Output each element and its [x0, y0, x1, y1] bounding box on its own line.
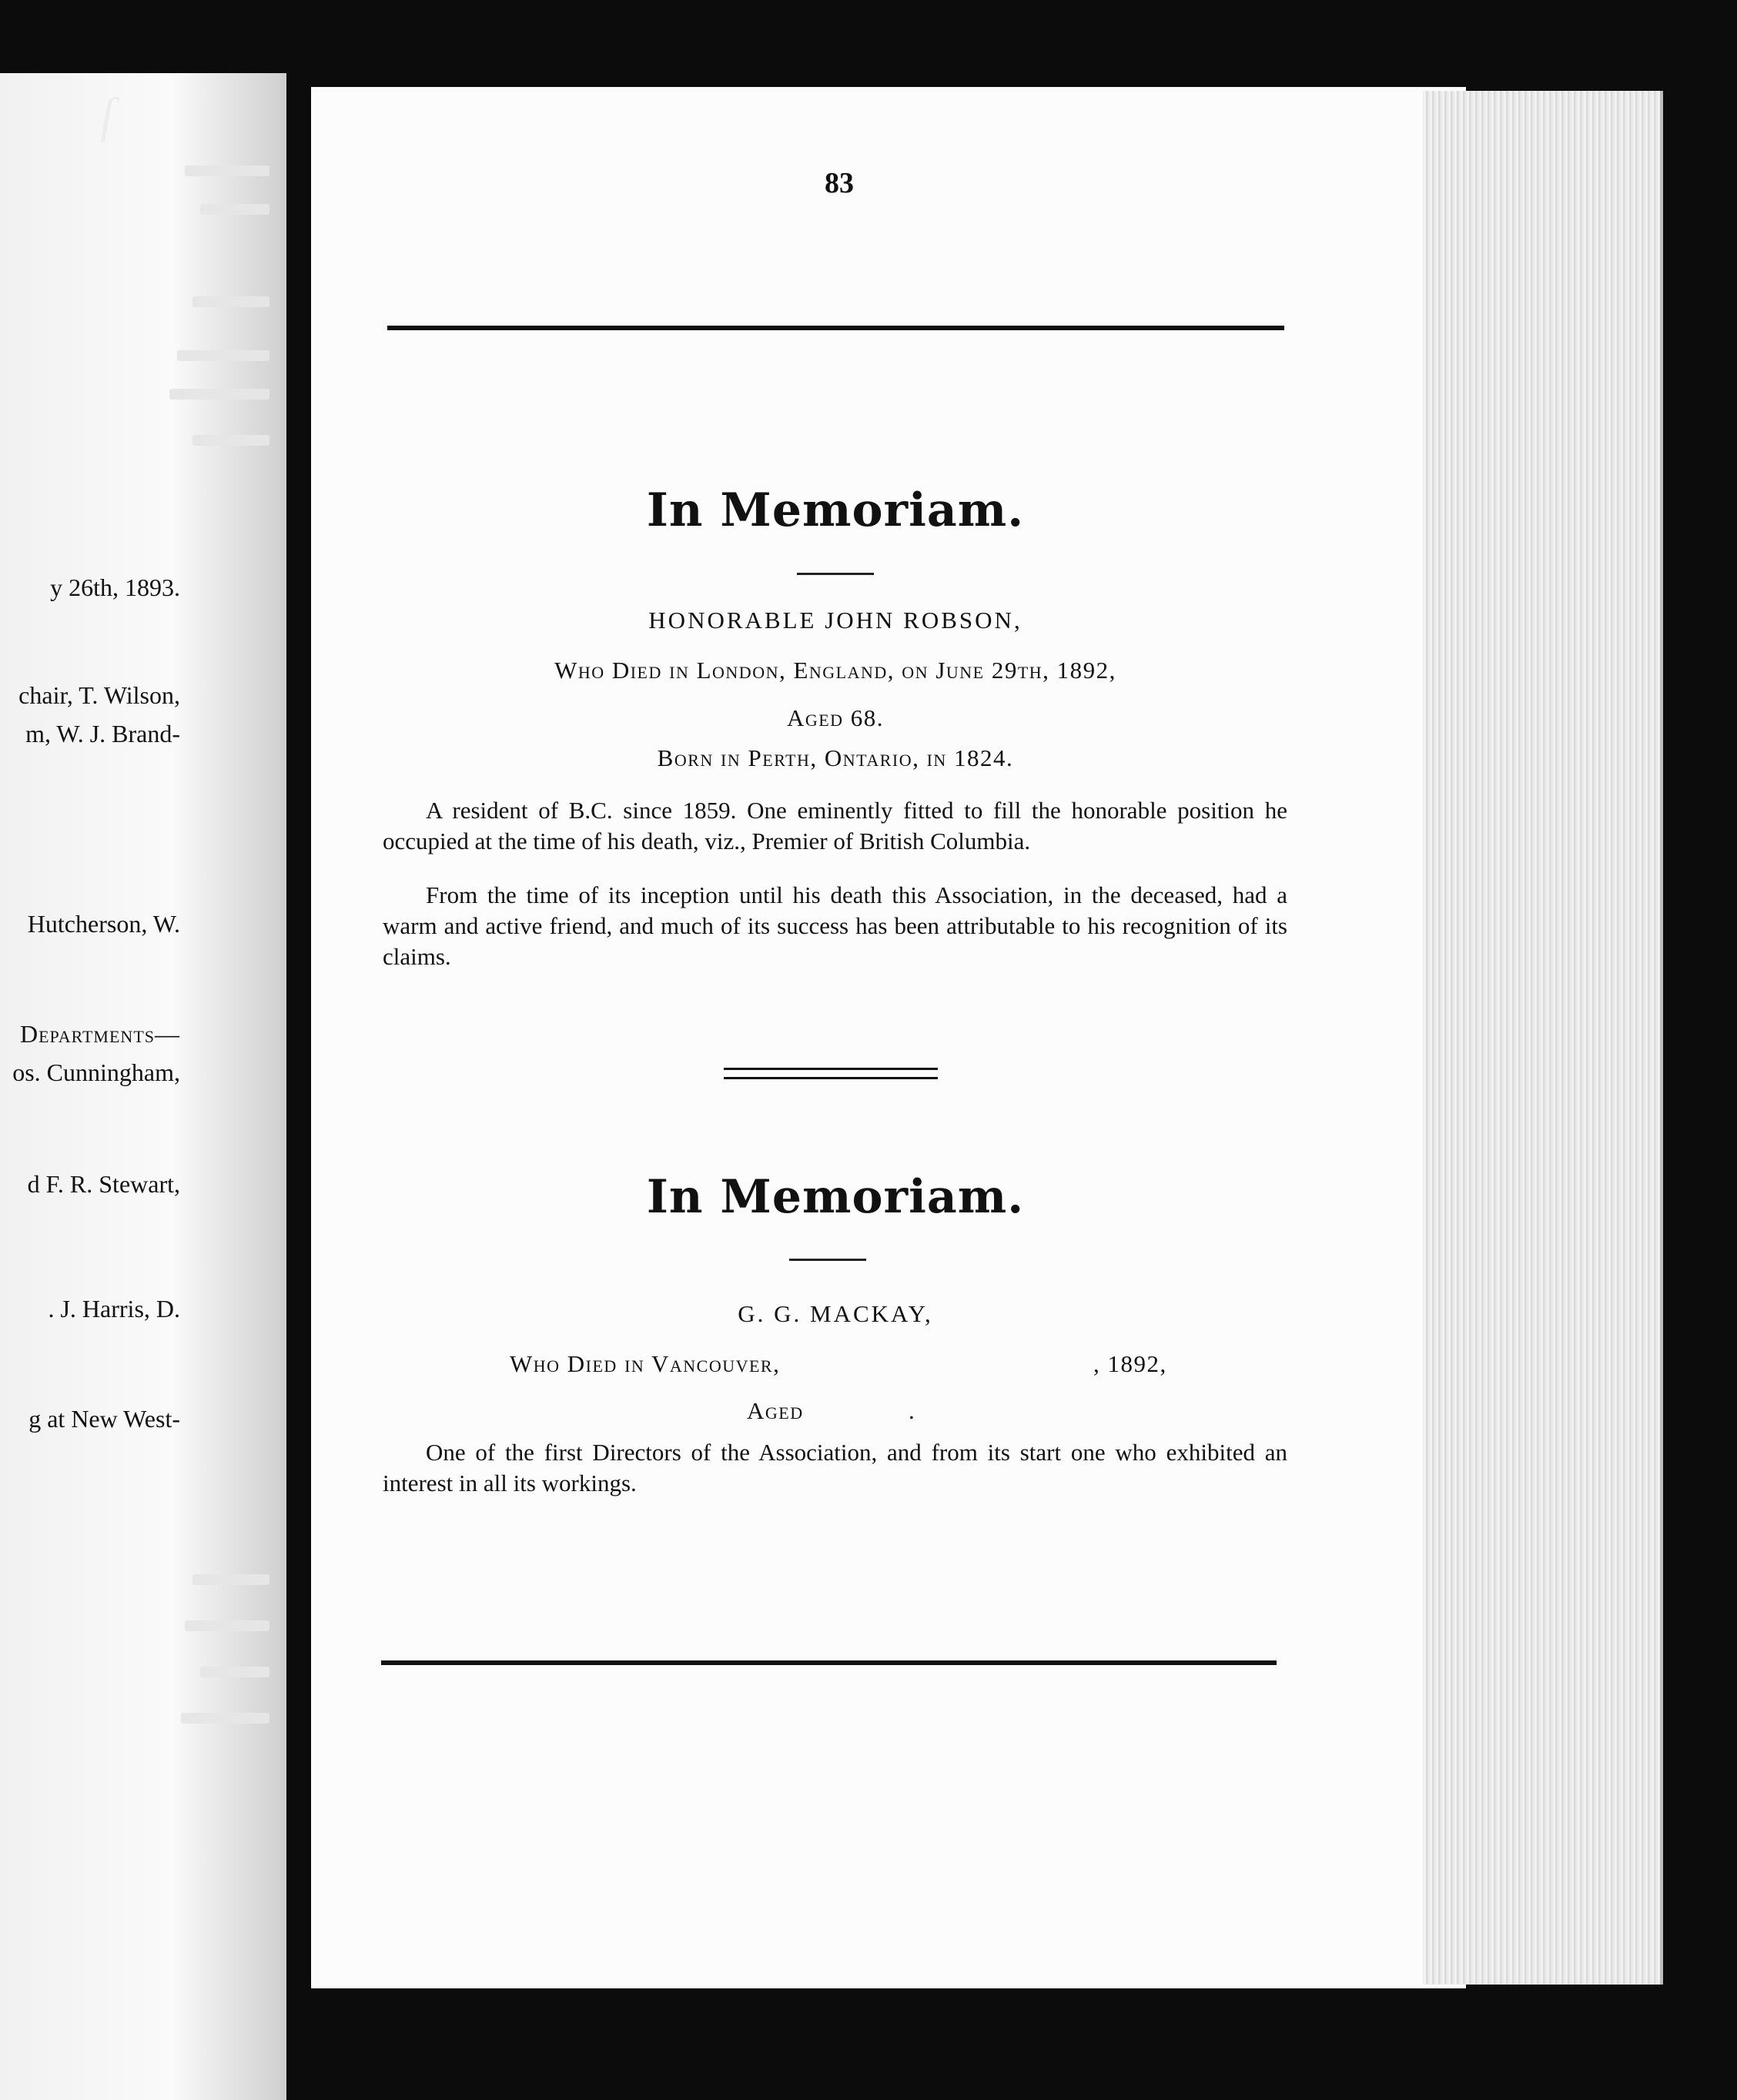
short-rule: [797, 573, 874, 575]
faint-text: [192, 1574, 269, 1585]
memorial-age: Aged 68.: [786, 704, 885, 731]
faint-text: [181, 1713, 269, 1724]
memorial-heading: In Memoriam.: [646, 483, 1025, 537]
memorial-name: G. G. MACKAY,: [738, 1300, 933, 1327]
faint-text: [177, 350, 269, 361]
memorial-death-line: Who Died in London, England, on June 29th, 1892,: [554, 657, 1116, 684]
memorial-paragraph: One of the first Directors of the Association, and from its start one who exhibited an interest in all its workings.: [383, 1439, 1287, 1496]
faint-text: [192, 435, 269, 446]
page-edges: [1423, 91, 1663, 1985]
top-rule: [387, 326, 1284, 330]
faint-text: [200, 204, 269, 215]
left-page-line: Hutcherson, W.: [27, 910, 180, 938]
faint-text: [192, 296, 269, 307]
memorial-death-line: Who Died in Vancouver,: [510, 1350, 781, 1377]
memorial-paragraph: From the time of its inception until his death this Association, in the deceased, had a warm and active friend, and much of its success has been attributable to his recognition of its claims.: [383, 881, 1287, 970]
facing-page-left: [0, 73, 286, 2100]
left-page-line: y 26th, 1893.: [50, 573, 180, 601]
section-divider: [724, 1068, 938, 1079]
faint-text: [169, 389, 269, 400]
memorial-heading: In Memoriam.: [646, 1170, 1025, 1224]
left-page-line: os. Cunningham,: [12, 1058, 180, 1086]
short-rule: [789, 1259, 866, 1261]
memorial-age: Aged: [747, 1397, 804, 1424]
left-page-line: d F. R. Stewart,: [27, 1170, 180, 1198]
faint-text: [185, 1620, 269, 1631]
left-page-line: Departments—: [19, 1020, 180, 1048]
memorial-age-blank: .: [909, 1397, 916, 1424]
page-number: 83: [825, 167, 854, 199]
left-page-line: m, W. J. Brand-: [25, 720, 180, 747]
memorial-name: HONORABLE JOHN ROBSON,: [648, 607, 1022, 634]
memorial-paragraph: A resident of B.C. since 1859. One eminently fitted to fill the honorable position he occupied at the time of his death, viz., Premier of British Columbia.: [383, 797, 1287, 854]
left-page-line: . J. Harris, D.: [48, 1295, 180, 1323]
handwritten-mark: ſ: [100, 88, 114, 142]
memorial-birth-line: Born in Perth, Ontario, in 1824.: [657, 744, 1014, 771]
faint-text: [185, 166, 269, 176]
left-page-line: chair, T. Wilson,: [18, 681, 180, 709]
memorial-death-year: , 1892,: [1093, 1350, 1167, 1377]
faint-text: [200, 1667, 269, 1677]
bottom-rule: [381, 1660, 1277, 1665]
book-page: [311, 87, 1466, 1988]
left-page-line: g at New West-: [28, 1405, 180, 1433]
